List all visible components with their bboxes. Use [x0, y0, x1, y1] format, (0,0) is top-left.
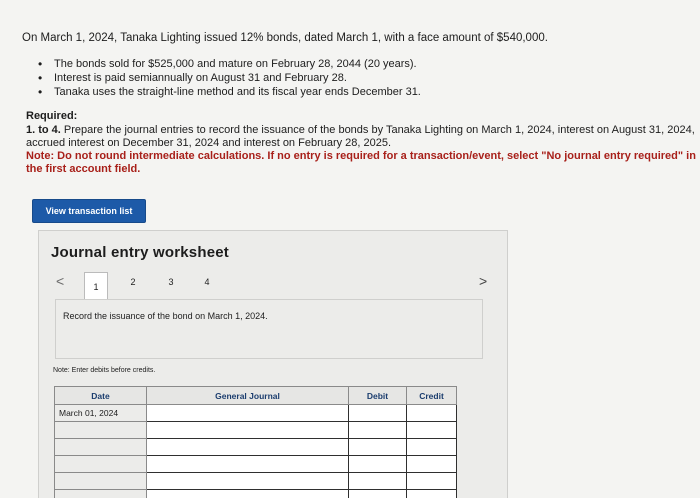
date-cell: [55, 422, 147, 439]
required-title: Required:: [26, 110, 78, 122]
credit-field[interactable]: [407, 473, 457, 490]
journal-entry-table: [54, 386, 457, 498]
account-field[interactable]: [147, 405, 349, 422]
required-body: [26, 124, 698, 176]
date-cell: [55, 456, 147, 473]
date-cell: [55, 473, 147, 490]
credit-field[interactable]: [407, 456, 457, 473]
column-header-debit: Debit: [349, 387, 407, 405]
column-header-credit: Credit: [407, 387, 457, 405]
task-instruction-box: [55, 299, 483, 359]
debit-field[interactable]: [349, 490, 407, 498]
table-row: [55, 405, 457, 422]
worksheet-title: Journal entry worksheet: [51, 244, 229, 261]
required-note: Note: Do not round intermediate calculations. If no entry is required for a transaction/event, select "No journal entry required" in the first account field.: [26, 150, 696, 175]
step-tab-3[interactable]: 3: [168, 277, 174, 287]
step-tab-1[interactable]: 1: [84, 272, 108, 300]
column-header-date: Date: [55, 387, 147, 405]
credit-field[interactable]: [407, 405, 457, 422]
problem-bullets: [38, 57, 421, 99]
debit-field[interactable]: [349, 439, 407, 456]
table-row: [55, 490, 457, 498]
debit-field[interactable]: [349, 405, 407, 422]
debit-field[interactable]: [349, 473, 407, 490]
date-cell: March 01, 2024: [55, 405, 147, 422]
credit-field[interactable]: [407, 439, 457, 456]
chevron-right-icon[interactable]: >: [479, 273, 488, 289]
bullet-item: • The bonds sold for $525,000 and mature on February 28, 2044 (20 years).: [38, 57, 421, 71]
credit-field[interactable]: [407, 422, 457, 439]
task-instruction: Record the issuance of the bond on March 1, 2024.: [63, 311, 268, 321]
problem-intro: On March 1, 2024, Tanaka Lighting issued 12% bonds, dated March 1, with a face amount of $540,000.: [22, 32, 548, 44]
account-field[interactable]: [147, 490, 349, 498]
table-row: [55, 456, 457, 473]
bullet-item: • Interest is paid semiannually on August 31 and February 28.: [38, 71, 421, 85]
table-row: [55, 439, 457, 456]
account-field[interactable]: [147, 422, 349, 439]
step-tab-4[interactable]: 4: [204, 277, 210, 287]
account-field[interactable]: [147, 456, 349, 473]
debits-note: Note: Enter debits before credits.: [53, 367, 156, 374]
chevron-left-icon[interactable]: <: [56, 273, 65, 289]
column-header-general-journal: General Journal: [147, 387, 349, 405]
table-row: [55, 473, 457, 490]
date-cell: [55, 490, 147, 498]
required-text: Prepare the journal entries to record the issuance of the bonds by Tanaka Lighting on March 1, 2024, interest on August 31, 2024, accrued interest on December 31, 2024 and interest on February 28, 2025.: [26, 124, 695, 149]
table-row: [55, 422, 457, 439]
date-cell: [55, 439, 147, 456]
account-field[interactable]: [147, 473, 349, 490]
debit-field[interactable]: [349, 456, 407, 473]
credit-field[interactable]: [407, 490, 457, 498]
debit-field[interactable]: [349, 422, 407, 439]
step-tab-2[interactable]: 2: [130, 277, 136, 287]
view-transaction-list-button[interactable]: View transaction list: [32, 199, 146, 223]
bullet-item: • Tanaka uses the straight-line method and its fiscal year ends December 31.: [38, 85, 421, 99]
required-part-label: 1. to 4.: [26, 124, 61, 136]
account-field[interactable]: [147, 439, 349, 456]
